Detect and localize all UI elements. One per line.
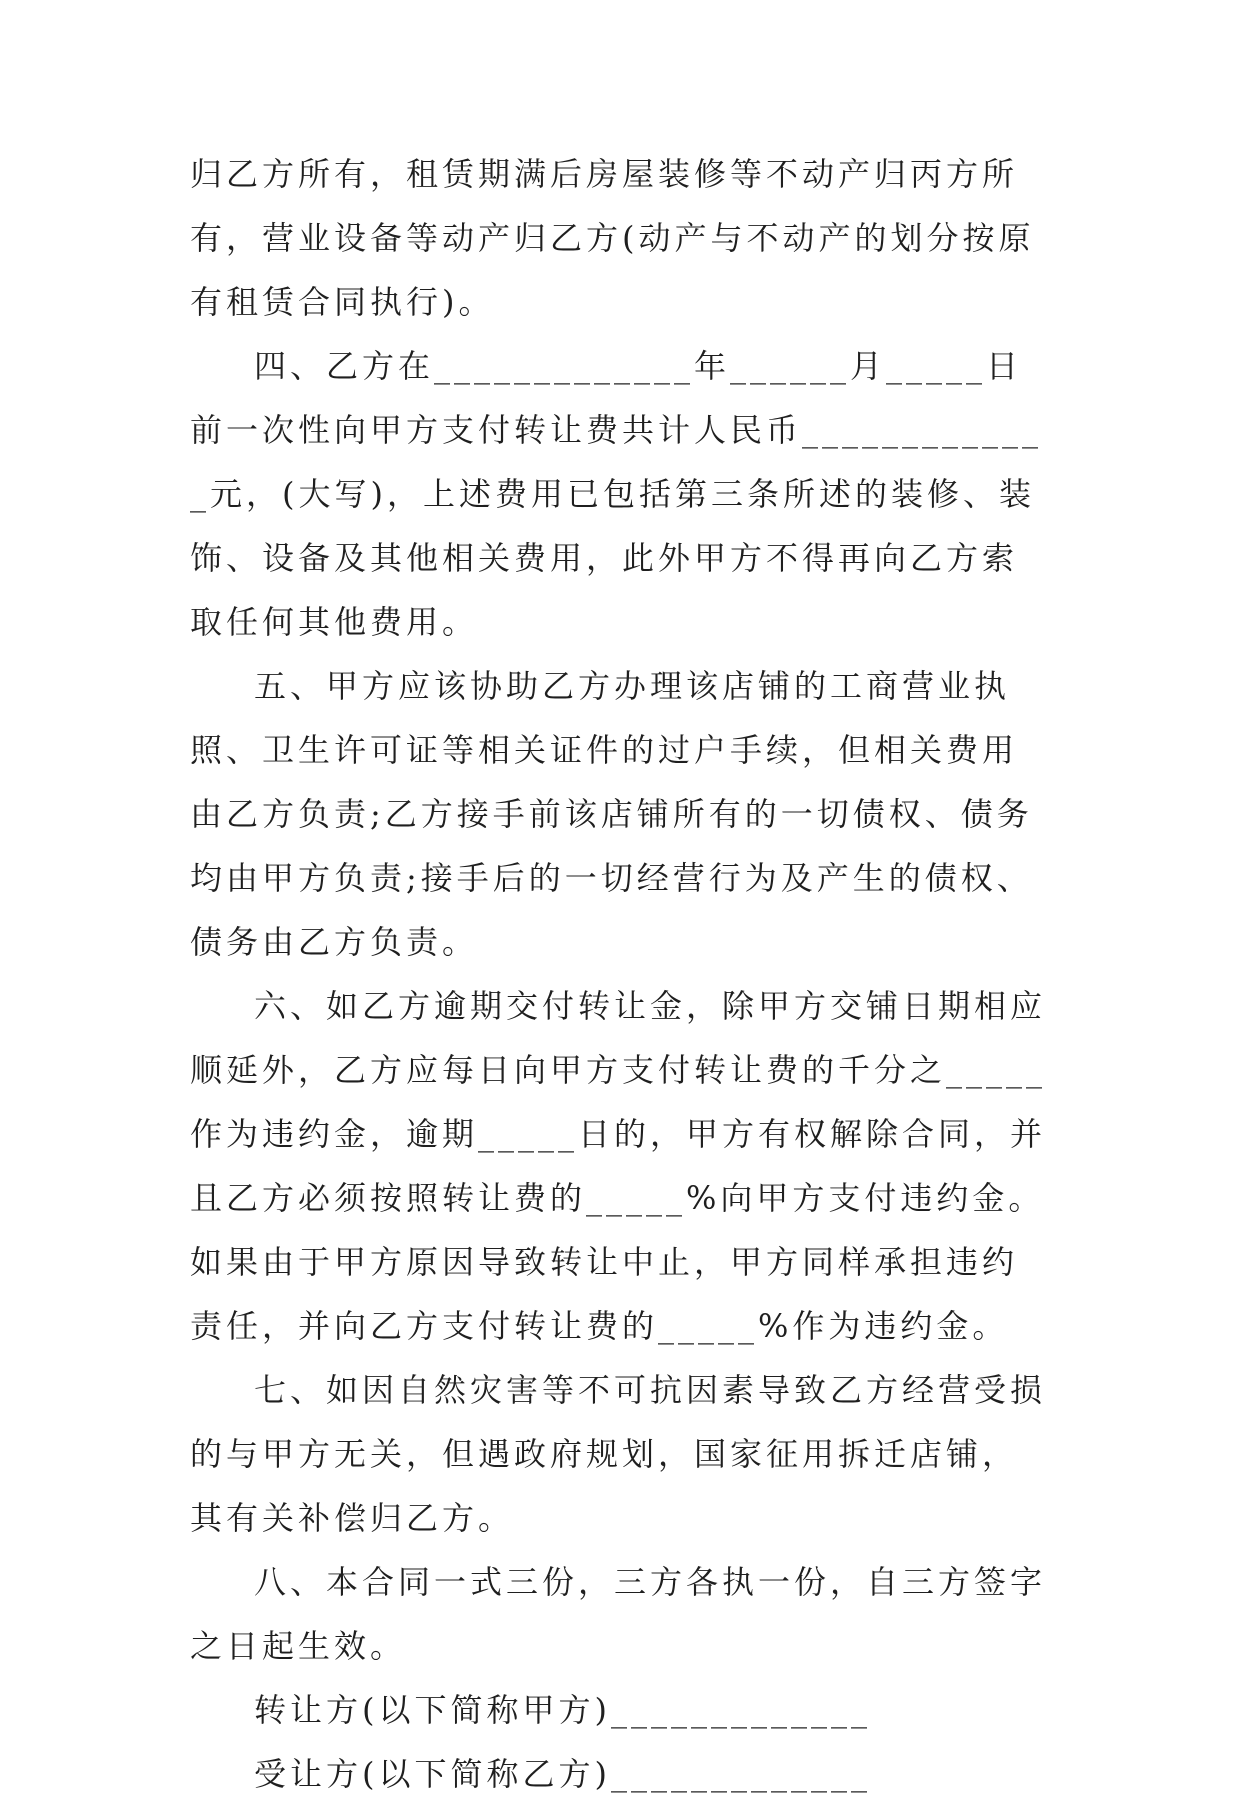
signature-transferee: 受让方(以下简称乙方)_____________ [254, 1755, 871, 1793]
clause-7: 七、如因自然灾害等不可抗因素导致乙方经营受损的与甲方无关，但遇政府规划，国家征用拆迁店铺，其有关补偿归乙方。 [190, 1371, 1047, 1537]
clause-6: 六、如乙方逾期交付转让金，除甲方交铺日期相应顺延外，乙方应每日向甲方支付转让费的千分之_____作为违约金，逾期_____日的，甲方有权解除合同，并且乙方必须按照转让费的_____%向甲方支付违约金。如果由于甲方原因导致转让中止，甲方同样承担违约责任，并向乙方支付转让费的_____%作为违约金。 [190, 987, 1047, 1345]
paragraph-continuation: 归乙方所有，租赁期满后房屋装修等不动产归丙方所有，营业设备等动产归乙方(动产与不动产的划分按原有租赁合同执行)。 [190, 155, 1035, 321]
contract-body [190, 142, 1052, 1806]
clause-4: 四、乙方在_____________年______月_____日前一次性向甲方支付转让费共计人民币_____________元，(大写)，上述费用已包括第三条所述的装修、装饰、设备及其他相关费用，此外甲方不得再向乙方索取任何其他费用。 [190, 347, 1043, 641]
clause-5: 五、甲方应该协助乙方办理该店铺的工商营业执照、卫生许可证等相关证件的过户手续，但相关费用由乙方负责;乙方接手前该店铺所有的一切债权、债务均由甲方负责;接手后的一切经营行为及产生的债权、债务由乙方负责。 [190, 667, 1033, 961]
signature-transferor: 转让方(以下简称甲方)_____________ [254, 1691, 871, 1729]
clause-8: 八、本合同一式三份，三方各执一份，自三方签字之日起生效。 [190, 1563, 1047, 1665]
